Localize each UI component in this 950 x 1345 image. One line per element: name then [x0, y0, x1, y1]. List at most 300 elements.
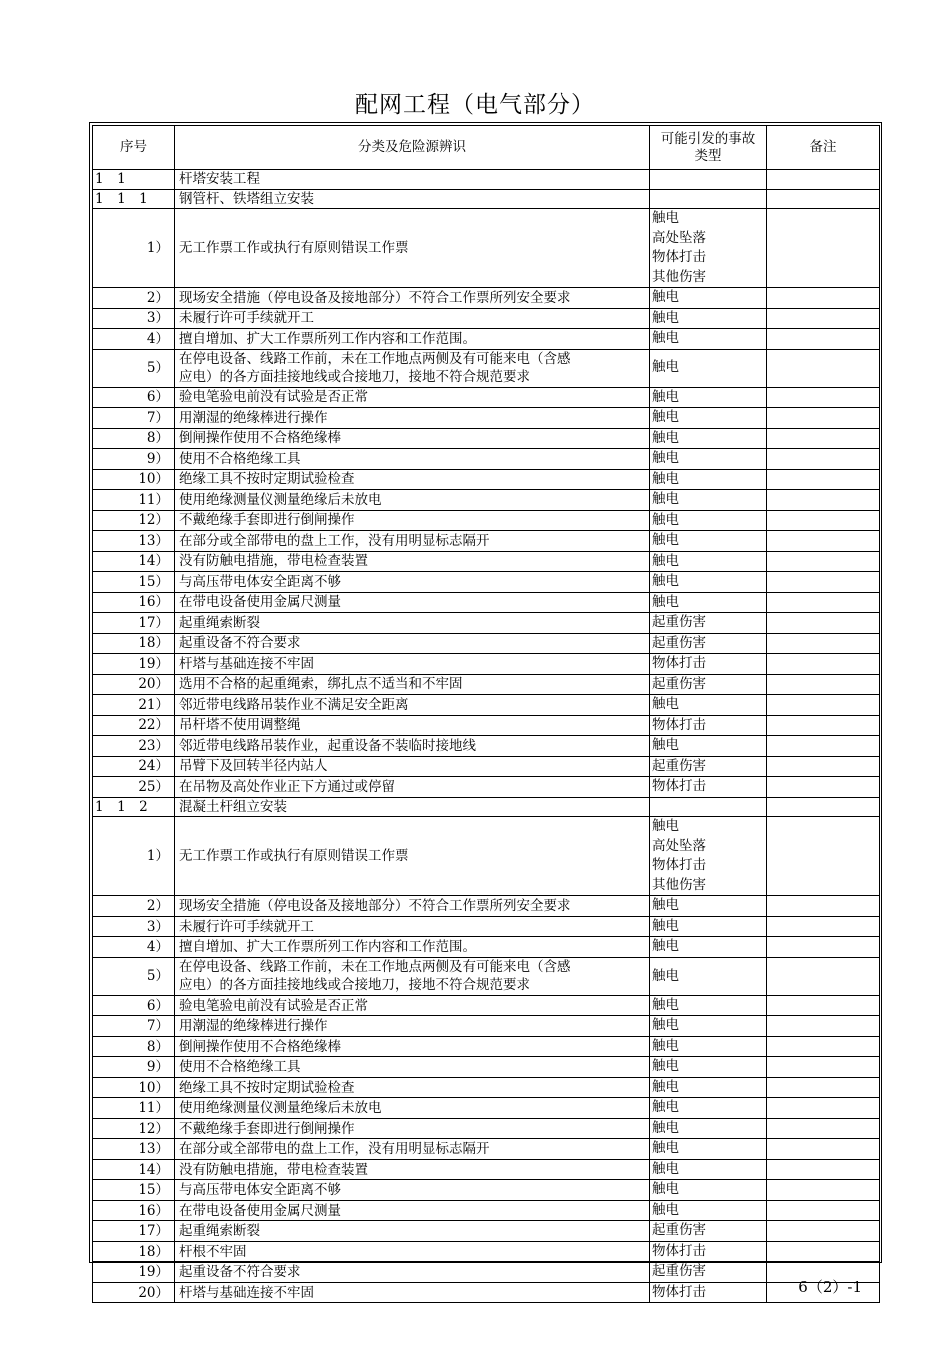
row-number: 3） — [93, 916, 175, 937]
accident-type-line: 触电 — [652, 388, 679, 405]
row-number: 23） — [93, 736, 175, 757]
accident-type-line: 触电 — [652, 917, 679, 934]
table-row — [93, 1118, 880, 1139]
row-hazard — [175, 308, 650, 329]
accident-type-line: 触电 — [652, 593, 679, 610]
row-note — [767, 916, 880, 937]
hazard-line: 使用不合格绝缘工具 — [179, 1059, 301, 1076]
row-accident-type — [650, 329, 767, 350]
row-number: 13） — [93, 531, 175, 552]
row-note — [767, 1036, 880, 1057]
page-title: 配网工程（电气部分） — [355, 92, 595, 118]
row-accident-type — [650, 613, 767, 634]
accident-type-line: 触电 — [652, 696, 679, 713]
table-row — [93, 695, 880, 716]
accident-type-line: 触电 — [652, 491, 679, 508]
accident-type-line: 触电 — [652, 818, 679, 835]
table-row — [93, 572, 880, 593]
table-row — [93, 469, 880, 490]
table-row — [93, 937, 880, 958]
row-number: 12） — [93, 510, 175, 531]
row-hazard — [175, 329, 650, 350]
row-hazard — [175, 1221, 650, 1242]
accident-type-line: 触电 — [652, 359, 679, 376]
table-row — [93, 1036, 880, 1057]
row-note — [767, 1118, 880, 1139]
row-accident-type — [650, 531, 767, 552]
row-number: 1 1 2 — [93, 797, 175, 817]
row-number: 8） — [93, 428, 175, 449]
row-number: 18） — [93, 1241, 175, 1262]
row-number: 19） — [93, 654, 175, 675]
row-number: 24） — [93, 756, 175, 777]
row-number: 25） — [93, 777, 175, 798]
hazard-line: 无工作票工作或执行有原则错误工作票 — [179, 848, 409, 865]
row-number: 14） — [93, 1159, 175, 1180]
accident-type-line: 其他伤害 — [652, 876, 706, 893]
row-hazard — [175, 531, 650, 552]
row-note — [767, 1098, 880, 1119]
hazard-line: 验电笔验电前没有试验是否正常 — [179, 997, 368, 1014]
accident-type-line: 触电 — [652, 1037, 679, 1054]
hazard-line: 应电）的各方面挂接地线或合接地刀，接地不符合规范要求 — [179, 977, 530, 994]
row-accident-type — [650, 1118, 767, 1139]
row-note — [767, 510, 880, 531]
accident-type-line: 起重伤害 — [652, 675, 706, 692]
hazard-line: 与高压带电体安全距离不够 — [179, 573, 341, 590]
table-row — [93, 1016, 880, 1037]
accident-type-line: 触电 — [652, 737, 679, 754]
hazard-table-body — [93, 126, 880, 1303]
row-hazard — [175, 551, 650, 572]
row-accident-type — [650, 937, 767, 958]
row-note — [767, 387, 880, 408]
accident-type-line: 触电 — [652, 967, 679, 984]
hazard-line: 无工作票工作或执行有原则错误工作票 — [179, 240, 409, 257]
row-hazard — [175, 1016, 650, 1037]
row-hazard — [175, 715, 650, 736]
row-note — [767, 1159, 880, 1180]
table-row — [93, 592, 880, 613]
row-note — [767, 1241, 880, 1262]
row-accident-type — [650, 490, 767, 511]
hazard-line: 不戴绝缘手套即进行倒闸操作 — [179, 512, 355, 529]
hazard-line: 使用绝缘测量仪测量绝缘后未放电 — [179, 1100, 382, 1117]
row-number: 5） — [93, 349, 175, 387]
hazard-table — [92, 125, 880, 1303]
table-row — [93, 1057, 880, 1078]
hazard-line: 验电笔验电前没有试验是否正常 — [179, 389, 368, 406]
hazard-line: 在停电设备、线路工作前，未在工作地点两侧及有可能来电（含感 — [179, 959, 571, 976]
hazard-line: 不戴绝缘手套即进行倒闸操作 — [179, 1120, 355, 1137]
header-accident-text: 可能引发的事故类型 — [660, 130, 756, 164]
accident-type-line: 物体打击 — [652, 1242, 706, 1259]
row-hazard — [175, 957, 650, 995]
table-row — [93, 1077, 880, 1098]
table-row — [93, 408, 880, 429]
header-accident — [650, 126, 767, 170]
row-hazard — [175, 592, 650, 613]
hazard-line: 吊杆塔不使用调整绳 — [179, 717, 301, 734]
row-accident-type — [650, 896, 767, 917]
accident-type-line: 触电 — [652, 1201, 679, 1218]
accident-type-line: 物体打击 — [652, 857, 706, 874]
row-number: 1 1 1 — [93, 189, 175, 209]
row-number: 15） — [93, 572, 175, 593]
row-note — [767, 674, 880, 695]
row-hazard — [175, 1139, 650, 1160]
row-hazard — [175, 654, 650, 675]
row-hazard — [175, 995, 650, 1016]
row-accident-type — [650, 715, 767, 736]
row-number: 11） — [93, 490, 175, 511]
row-hazard: 钢管杆、铁塔组立安装 — [175, 189, 650, 209]
row-number: 2） — [93, 896, 175, 917]
row-note — [767, 592, 880, 613]
row-number: 5） — [93, 957, 175, 995]
row-note — [767, 1139, 880, 1160]
row-hazard — [175, 572, 650, 593]
accident-type-line: 触电 — [652, 1140, 679, 1157]
hazard-line: 现场安全措施（停电设备及接地部分）不符合工作票所列安全要求 — [179, 289, 571, 306]
row-note — [767, 170, 880, 190]
row-number: 16） — [93, 1200, 175, 1221]
hazard-line: 用潮湿的绝缘棒进行操作 — [179, 1018, 328, 1035]
hazard-line: 在吊物及高处作业正下方通过或停留 — [179, 778, 395, 795]
table-row — [93, 1098, 880, 1119]
accident-type-line: 触电 — [652, 996, 679, 1013]
row-note — [767, 695, 880, 716]
row-accident-type — [650, 428, 767, 449]
row-hazard — [175, 490, 650, 511]
row-accident-type — [650, 1159, 767, 1180]
table-row — [93, 329, 880, 350]
header-note: 备注 — [767, 126, 880, 170]
row-accident-type — [650, 408, 767, 429]
row-note — [767, 756, 880, 777]
row-number: 4） — [93, 329, 175, 350]
row-hazard — [175, 408, 650, 429]
row-number: 11） — [93, 1098, 175, 1119]
row-number: 10） — [93, 469, 175, 490]
row-hazard — [175, 1241, 650, 1262]
row-note — [767, 1057, 880, 1078]
hazard-line: 绝缘工具不按时定期试验检查 — [179, 471, 355, 488]
row-accident-type — [650, 695, 767, 716]
row-number: 9） — [93, 449, 175, 470]
row-note — [767, 817, 880, 896]
row-hazard — [175, 349, 650, 387]
row-accident-type — [650, 209, 767, 288]
hazard-line: 起重绳索断裂 — [179, 1223, 260, 1240]
row-note — [767, 1016, 880, 1037]
row-note — [767, 613, 880, 634]
row-number: 6） — [93, 387, 175, 408]
accident-type-line: 触电 — [652, 1058, 679, 1075]
accident-type-line: 起重伤害 — [652, 1222, 706, 1239]
table-row — [93, 1180, 880, 1201]
hazard-line: 应电）的各方面挂接地线或合接地刀，接地不符合规范要求 — [179, 369, 530, 386]
row-hazard — [175, 288, 650, 309]
accident-type-line: 触电 — [652, 309, 679, 326]
row-accident-type — [650, 170, 767, 190]
hazard-line: 倒闸操作使用不合格绝缘棒 — [179, 430, 341, 447]
row-note — [767, 288, 880, 309]
accident-type-line: 触电 — [652, 1160, 679, 1177]
table-row — [93, 715, 880, 736]
accident-type-line: 起重伤害 — [652, 757, 706, 774]
accident-type-line: 高处坠落 — [652, 837, 706, 854]
row-hazard — [175, 428, 650, 449]
accident-type-line: 起重伤害 — [652, 634, 706, 651]
row-accident-type — [650, 1139, 767, 1160]
row-number: 2） — [93, 288, 175, 309]
row-number: 1 1 — [93, 170, 175, 190]
table-row — [93, 349, 880, 387]
table-row — [93, 777, 880, 798]
hazard-line: 擅自增加、扩大工作票所列工作内容和工作范围。 — [179, 330, 476, 347]
table-row — [93, 613, 880, 634]
row-accident-type — [650, 1077, 767, 1098]
row-hazard — [175, 1282, 650, 1303]
accident-type-line: 物体打击 — [652, 1283, 706, 1300]
row-number: 7） — [93, 1016, 175, 1037]
hazard-line: 在带电设备使用金属尺测量 — [179, 594, 341, 611]
row-note — [767, 777, 880, 798]
accident-type-line: 触电 — [652, 573, 679, 590]
table-row — [93, 531, 880, 552]
row-hazard — [175, 387, 650, 408]
accident-type-line: 物体打击 — [652, 778, 706, 795]
hazard-line: 起重设备不符合要求 — [179, 1264, 301, 1281]
row-accident-type — [650, 995, 767, 1016]
table-row — [93, 189, 880, 209]
row-number: 9） — [93, 1057, 175, 1078]
row-hazard — [175, 777, 650, 798]
row-note — [767, 349, 880, 387]
hazard-line: 现场安全措施（停电设备及接地部分）不符合工作票所列安全要求 — [179, 898, 571, 915]
hazard-line: 没有防触电措施，带电检查装置 — [179, 1161, 368, 1178]
row-number: 20） — [93, 1282, 175, 1303]
accident-type-line: 触电 — [652, 330, 679, 347]
row-note — [767, 654, 880, 675]
hazard-line: 擅自增加、扩大工作票所列工作内容和工作范围。 — [179, 939, 476, 956]
row-hazard — [175, 674, 650, 695]
header-desc: 分类及危险源辨识 — [175, 126, 650, 170]
row-note — [767, 449, 880, 470]
accident-type-line: 起重伤害 — [652, 614, 706, 631]
row-accident-type — [650, 777, 767, 798]
row-hazard — [175, 1262, 650, 1283]
row-number: 12） — [93, 1118, 175, 1139]
row-accident-type — [650, 1057, 767, 1078]
accident-type-line: 触电 — [652, 1181, 679, 1198]
row-hazard — [175, 1098, 650, 1119]
table-row — [93, 1262, 880, 1283]
accident-type-line: 起重伤害 — [652, 1263, 706, 1280]
row-note — [767, 189, 880, 209]
table-row — [93, 1221, 880, 1242]
row-number: 22） — [93, 715, 175, 736]
accident-type-line: 触电 — [652, 1099, 679, 1116]
table-row — [93, 510, 880, 531]
row-note — [767, 797, 880, 817]
row-accident-type — [650, 1036, 767, 1057]
row-hazard — [175, 817, 650, 896]
row-accident-type — [650, 1180, 767, 1201]
accident-type-line: 触电 — [652, 532, 679, 549]
accident-type-line: 触电 — [652, 470, 679, 487]
row-number: 6） — [93, 995, 175, 1016]
row-hazard — [175, 1057, 650, 1078]
accident-type-line: 触电 — [652, 1119, 679, 1136]
hazard-line: 与高压带电体安全距离不够 — [179, 1182, 341, 1199]
accident-type-line: 物体打击 — [652, 249, 706, 266]
row-accident-type — [650, 1262, 767, 1283]
row-hazard — [175, 613, 650, 634]
hazard-line: 在部分或全部带电的盘上工作，没有用明显标志隔开 — [179, 532, 490, 549]
hazard-line: 邻近带电线路吊装作业，起重设备不装临时接地线 — [179, 737, 476, 754]
page-number: 6（2）-1 — [798, 1278, 862, 1296]
table-row — [93, 674, 880, 695]
row-note — [767, 995, 880, 1016]
hazard-line: 在带电设备使用金属尺测量 — [179, 1202, 341, 1219]
row-accident-type — [650, 387, 767, 408]
row-number: 15） — [93, 1180, 175, 1201]
hazard-line: 邻近带电线路吊装作业不满足安全距离 — [179, 696, 409, 713]
row-accident-type — [650, 1098, 767, 1119]
row-hazard: 杆塔安装工程 — [175, 170, 650, 190]
row-accident-type — [650, 1282, 767, 1303]
table-row — [93, 957, 880, 995]
accident-type-line: 物体打击 — [652, 716, 706, 733]
accident-type-line: 物体打击 — [652, 655, 706, 672]
row-number: 16） — [93, 592, 175, 613]
table-row — [93, 209, 880, 288]
accident-type-line: 触电 — [652, 210, 679, 227]
row-accident-type — [650, 817, 767, 896]
row-number: 3） — [93, 308, 175, 329]
row-note — [767, 531, 880, 552]
hazard-line: 使用不合格绝缘工具 — [179, 450, 301, 467]
table-row — [93, 387, 880, 408]
hazard-line: 选用不合格的起重绳索，绑扎点不适当和不牢固 — [179, 676, 463, 693]
row-number: 10） — [93, 1077, 175, 1098]
row-note — [767, 715, 880, 736]
table-row — [93, 428, 880, 449]
hazard-line: 未履行许可手续就开工 — [179, 918, 314, 935]
row-hazard — [175, 469, 650, 490]
accident-type-line: 触电 — [652, 1078, 679, 1095]
row-number: 21） — [93, 695, 175, 716]
row-note — [767, 408, 880, 429]
row-note — [767, 308, 880, 329]
row-hazard — [175, 916, 650, 937]
row-hazard — [175, 1180, 650, 1201]
row-hazard — [175, 209, 650, 288]
row-accident-type — [650, 349, 767, 387]
table-row — [93, 736, 880, 757]
row-number: 8） — [93, 1036, 175, 1057]
table-row — [93, 1200, 880, 1221]
table-row — [93, 551, 880, 572]
row-number: 4） — [93, 937, 175, 958]
row-hazard — [175, 1077, 650, 1098]
row-note — [767, 957, 880, 995]
row-note — [767, 896, 880, 917]
row-hazard — [175, 736, 650, 757]
hazard-line: 没有防触电措施，带电检查装置 — [179, 553, 368, 570]
row-accident-type — [650, 592, 767, 613]
table-row — [93, 817, 880, 896]
table-row — [93, 1139, 880, 1160]
row-number: 17） — [93, 1221, 175, 1242]
hazard-line: 在停电设备、线路工作前，未在工作地点两侧及有可能来电（含感 — [179, 351, 571, 368]
row-number: 18） — [93, 633, 175, 654]
row-note — [767, 572, 880, 593]
table-row — [93, 1241, 880, 1262]
row-note — [767, 1077, 880, 1098]
table-row — [93, 995, 880, 1016]
row-hazard — [175, 896, 650, 917]
table-row — [93, 756, 880, 777]
row-note — [767, 1200, 880, 1221]
row-accident-type — [650, 449, 767, 470]
table-row — [93, 1159, 880, 1180]
row-note — [767, 937, 880, 958]
row-note — [767, 329, 880, 350]
accident-type-line: 触电 — [652, 552, 679, 569]
accident-type-line: 触电 — [652, 897, 679, 914]
row-number: 13） — [93, 1139, 175, 1160]
hazard-line: 起重设备不符合要求 — [179, 635, 301, 652]
table-row — [93, 308, 880, 329]
table-row — [93, 633, 880, 654]
table-row — [93, 288, 880, 309]
row-accident-type — [650, 189, 767, 209]
row-accident-type — [650, 572, 767, 593]
hazard-line: 起重绳索断裂 — [179, 614, 260, 631]
row-note — [767, 469, 880, 490]
row-accident-type — [650, 756, 767, 777]
row-accident-type — [650, 469, 767, 490]
row-number: 19） — [93, 1262, 175, 1283]
accident-type-line: 触电 — [652, 409, 679, 426]
hazard-line: 杆塔与基础连接不牢固 — [179, 1284, 314, 1301]
row-note — [767, 633, 880, 654]
row-hazard — [175, 695, 650, 716]
row-note — [767, 209, 880, 288]
row-hazard — [175, 756, 650, 777]
table-row — [93, 916, 880, 937]
row-accident-type — [650, 551, 767, 572]
row-note — [767, 1221, 880, 1242]
row-hazard — [175, 1159, 650, 1180]
row-hazard — [175, 633, 650, 654]
row-hazard — [175, 510, 650, 531]
row-accident-type — [650, 736, 767, 757]
row-accident-type — [650, 288, 767, 309]
hazard-line: 在部分或全部带电的盘上工作，没有用明显标志隔开 — [179, 1141, 490, 1158]
row-hazard — [175, 1118, 650, 1139]
accident-type-line: 其他伤害 — [652, 268, 706, 285]
hazard-line: 绝缘工具不按时定期试验检查 — [179, 1079, 355, 1096]
row-note — [767, 551, 880, 572]
accident-type-line: 触电 — [652, 289, 679, 306]
row-note — [767, 490, 880, 511]
row-number: 1） — [93, 209, 175, 288]
row-accident-type — [650, 633, 767, 654]
